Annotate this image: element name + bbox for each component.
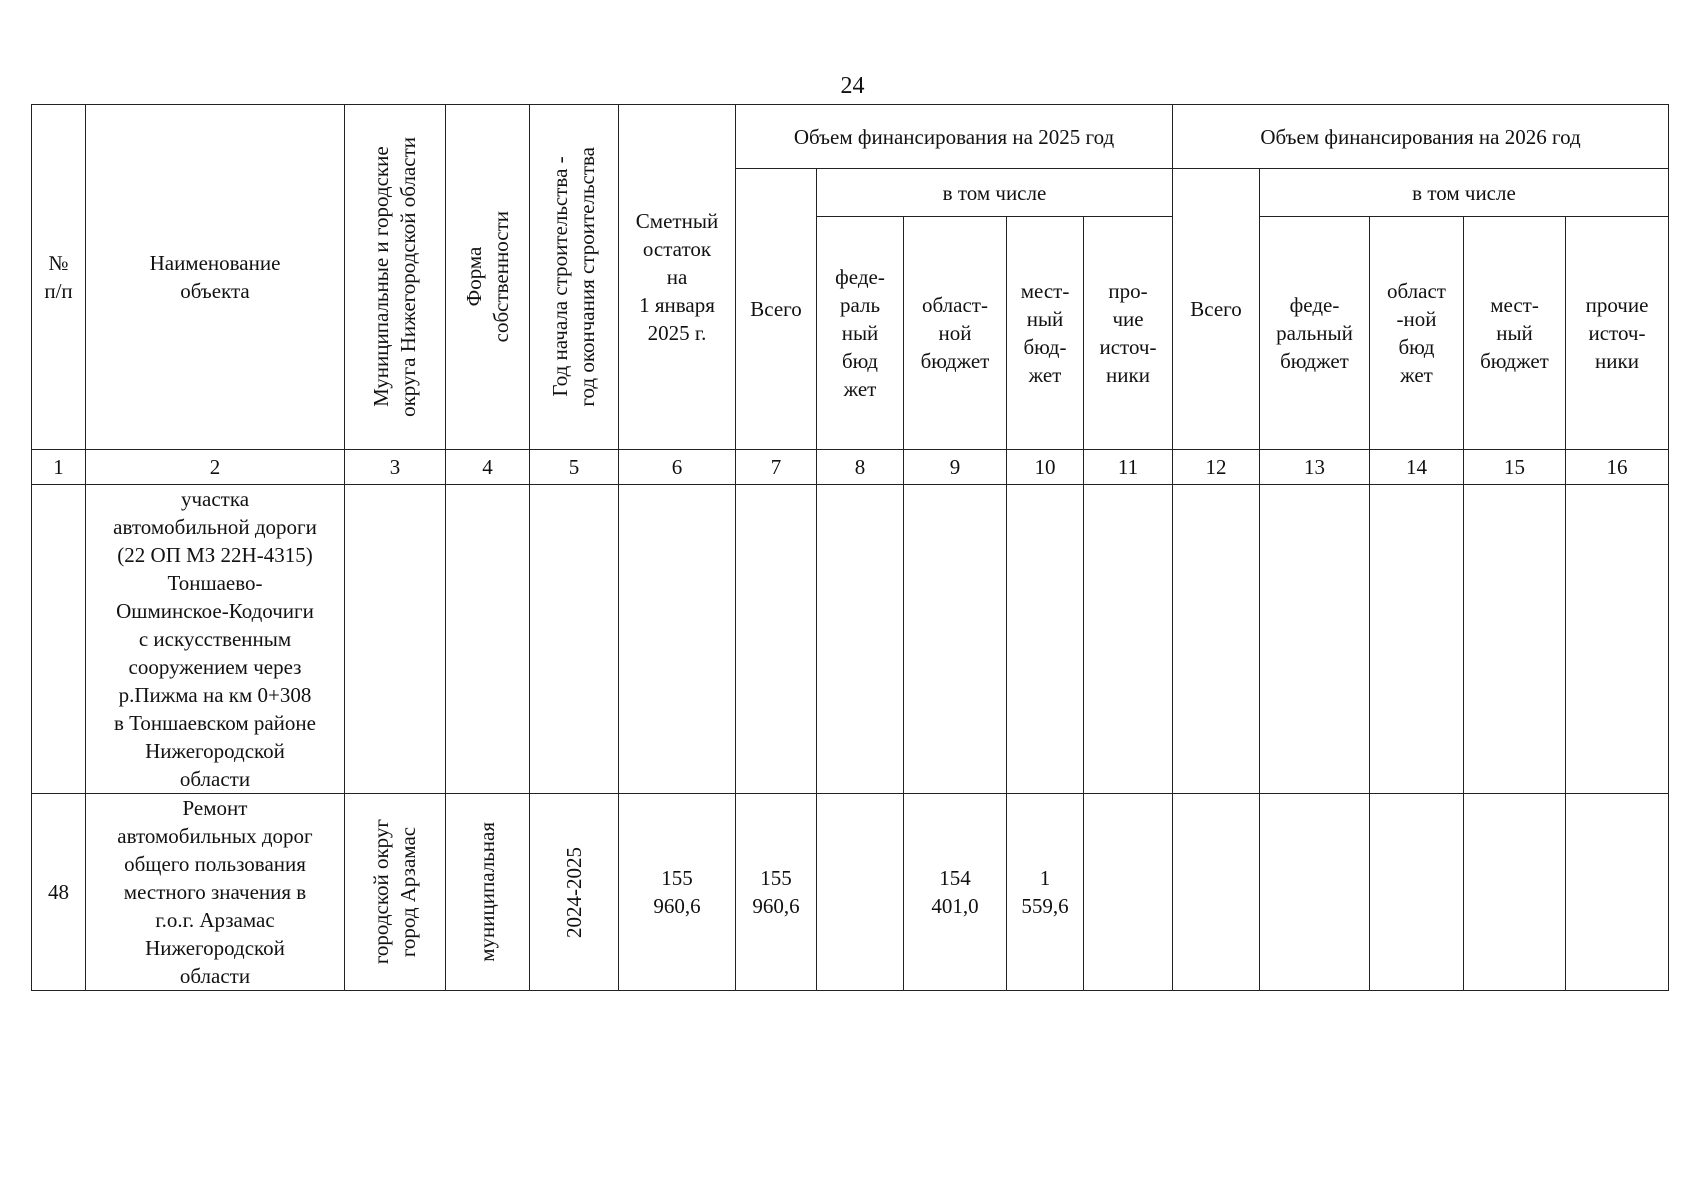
row-reg-2025 [904, 485, 1007, 794]
header-oth-2025: про- чие источ- ники [1084, 217, 1173, 450]
row-municipal [345, 485, 446, 794]
row-object-name: Ремонт автомобильных дорог общего пользования местного значения в г.о.г. Арзамас Нижегородской области [86, 794, 345, 991]
column-number: 11 [1084, 450, 1173, 485]
row-fed-2025 [817, 485, 904, 794]
header-ownership [446, 105, 530, 450]
row-oth-2025 [1084, 485, 1173, 794]
column-number: 15 [1464, 450, 1566, 485]
row-oth-2025 [1084, 794, 1173, 991]
header-name: Наименование объекта [86, 105, 345, 450]
column-number: 14 [1370, 450, 1464, 485]
row-reg-2026 [1370, 485, 1464, 794]
row-fed-2026 [1260, 794, 1370, 991]
row-reg-2025: 154 401,0 [904, 794, 1007, 991]
row-municipal [345, 794, 446, 991]
column-number-row [32, 450, 1669, 485]
row-fed-2025 [817, 794, 904, 991]
row-loc-2026 [1464, 485, 1566, 794]
column-number: 6 [619, 450, 736, 485]
header-including-2026: в том числе [1260, 169, 1669, 217]
header-fed-2026: феде- ральный бюджет [1260, 217, 1370, 450]
header-balance: Сметный остаток на 1 января 2025 г. [619, 105, 736, 450]
row-loc-2025: 1 559,6 [1007, 794, 1084, 991]
header-years [530, 105, 619, 450]
header-no: № п/п [32, 105, 86, 450]
column-number: 8 [817, 450, 904, 485]
row-ownership [446, 485, 530, 794]
row-loc-2026 [1464, 794, 1566, 991]
header-oth-2026: прочие источ- ники [1566, 217, 1669, 450]
header-including-2025: в том числе [817, 169, 1173, 217]
table-row [32, 485, 1669, 794]
header-years-text: Год начала строительства - год окончания строительства [548, 147, 599, 407]
header-ownership-text: Форма собственности [461, 211, 513, 343]
column-number: 16 [1566, 450, 1669, 485]
column-number: 9 [904, 450, 1007, 485]
header-row-1 [32, 105, 1669, 169]
page-number: 24 [840, 73, 865, 99]
header-reg-2026: област -ной бюд жет [1370, 217, 1464, 450]
row-no: 48 [32, 794, 86, 991]
row-oth-2026 [1566, 485, 1669, 794]
header-loc-2025: мест- ный бюд- жет [1007, 217, 1084, 450]
row-balance [619, 485, 736, 794]
header-reg-2025: област- ной бюджет [904, 217, 1007, 450]
row-loc-2025 [1007, 485, 1084, 794]
row-oth-2026 [1566, 794, 1669, 991]
column-number: 10 [1007, 450, 1084, 485]
header-total-2025: Всего [736, 169, 817, 450]
header-total-2026: Всего [1173, 169, 1260, 450]
row-total-2026 [1173, 485, 1260, 794]
column-number: 12 [1173, 450, 1260, 485]
column-number: 5 [530, 450, 619, 485]
financing-table [31, 104, 1669, 991]
row-years [530, 794, 619, 991]
column-number: 1 [32, 450, 86, 485]
row-years [530, 485, 619, 794]
row-municipal-text: городской округ город Арзамас [369, 819, 420, 965]
table-row [32, 794, 1669, 991]
header-group-2025: Объем финансирования на 2025 год [736, 105, 1173, 169]
row-reg-2026 [1370, 794, 1464, 991]
row-ownership-text: муниципальная [475, 822, 499, 962]
header-municipal-text: Муниципальные и городские округа Нижегородской области [369, 137, 420, 417]
row-no [32, 485, 86, 794]
row-balance: 155 960,6 [619, 794, 736, 991]
column-number: 2 [86, 450, 345, 485]
row-years-text: 2024-2025 [561, 846, 586, 938]
row-ownership [446, 794, 530, 991]
header-loc-2026: мест- ный бюджет [1464, 217, 1566, 450]
column-number: 4 [446, 450, 530, 485]
header-fed-2025: феде- раль ный бюд жет [817, 217, 904, 450]
row-total-2026 [1173, 794, 1260, 991]
header-municipal [345, 105, 446, 450]
header-group-2026: Объем финансирования на 2026 год [1173, 105, 1669, 169]
row-object-name: участка автомобильной дороги (22 ОП МЗ 22Н-4315) Тоншаево- Ошминское-Кодочиги с искусственным сооружением через р.Пижма на км 0+308 в Тоншаевском районе Нижегородской области [86, 485, 345, 794]
row-fed-2026 [1260, 485, 1370, 794]
row-total-2025 [736, 485, 817, 794]
column-number: 7 [736, 450, 817, 485]
column-number: 3 [345, 450, 446, 485]
row-total-2025: 155 960,6 [736, 794, 817, 991]
column-number: 13 [1260, 450, 1370, 485]
